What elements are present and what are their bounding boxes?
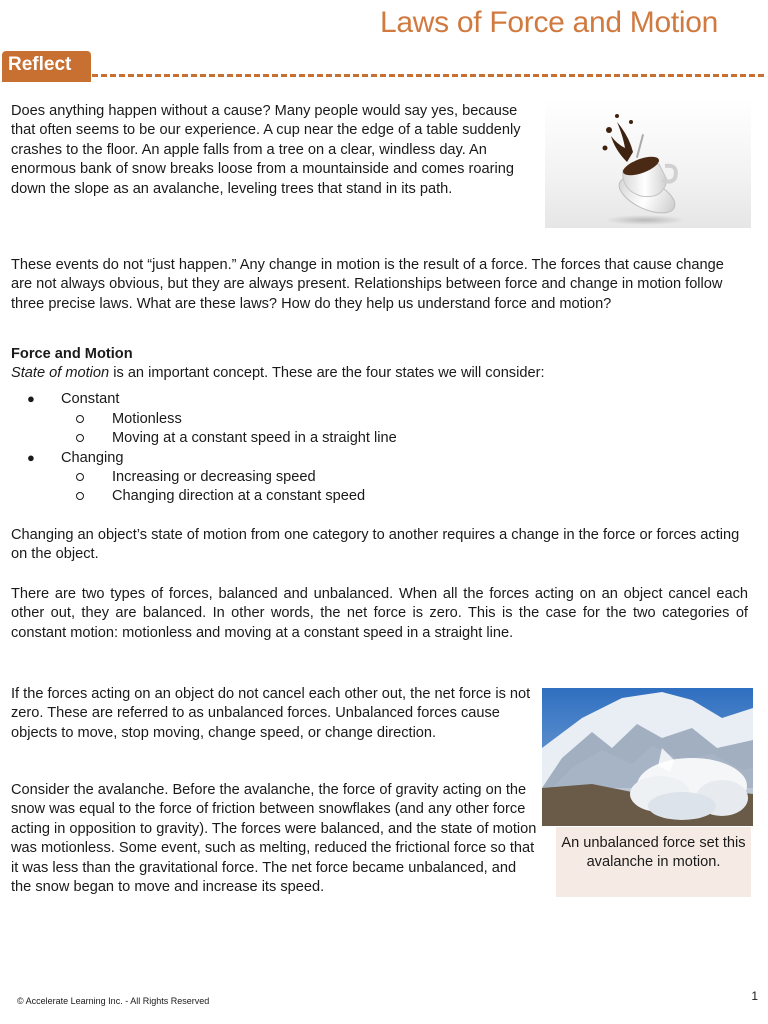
list-subitem-direction-change: Changing direction at a constant speed [112,488,366,504]
list-item-changing: Changing [61,450,124,466]
balanced-forces-paragraph: There are two types of forces, balanced and unbalanced. When all the forces acting on an object cancel each other out, they are balanced. In other words, the net force is zero. This is the case for the two categories of constant motion: motionless and moving at a constant speed in a straight line. [11,586,748,641]
list-subitem-constant-speed: Moving at a constant speed in a straight line [112,430,397,446]
sub-bullet-circle [76,434,84,442]
spilling-cup-image [545,100,751,228]
avalanche-paragraph: Consider the avalanche. Before the avalanche, the force of gravity acting on the snow was equal to the force of friction between snowflakes (and any other force acting in opposition to gravity). The forces were balanced, and the state of motion was motionless. Some event, such as melting, reduced the frictional force so that it was less than the gravitational force. The net force became unbalanced, and the snow began to move and increase its speed. [11,782,537,896]
list-item-constant: Constant [61,391,120,407]
list-subitem-speed-change: Increasing or decreasing speed [112,469,316,485]
intro-paragraph: Does anything happen without a cause? Many people would say yes, because that often seems to be our experience. A cup near the edge of a table suddenly crashes to the floor. An apple falls from a tree on a clear, windless day. An enormous bank of snow breaks loose from a mountainside and comes roaring down the slope as an avalanche, leveling trees that stand in its path. [11,103,521,197]
list-subitem-motionless: Motionless [112,411,182,427]
bullet-dot: ● [27,450,35,465]
footer-copyright: © Accelerate Learning Inc. - All Rights Reserved [17,996,210,1006]
state-of-motion-rest: is an important concept. These are the four states we will consider: [109,365,545,381]
section-heading-force-motion: Force and Motion [11,346,133,362]
dashed-divider [92,74,764,77]
sub-bullet-circle [76,415,84,423]
avalanche-caption: An unbalanced force set this avalanche in motion. [556,827,751,897]
state-change-paragraph: Changing an object’s state of motion from one category to another requires a change in the force or forces acting on the object. [11,527,740,563]
page-number: 1 [751,989,758,1003]
section-tab-reflect: Reflect [2,51,91,79]
state-of-motion-term: State of motion [11,365,110,381]
sub-bullet-circle [76,473,84,481]
page-title: Laws of Force and Motion [380,6,718,39]
avalanche-image [542,688,753,826]
state-of-motion-intro [11,365,545,381]
events-paragraph: These events do not “just happen.” Any change in motion is the result of a force. The forces that cause change are not always obvious, but they are always present. Relationships between force and change in motion follow three precise laws. What are these laws? How do they help us understand force and motion? [11,257,724,312]
unbalanced-forces-paragraph: If the forces acting on an object do not cancel each other out, the net force is not zero. These are referred to as unbalanced forces. Unbalanced forces cause objects to move, stop moving, change speed, or change direction. [11,686,531,741]
sub-bullet-circle [76,492,84,500]
bullet-dot: ● [27,391,35,406]
